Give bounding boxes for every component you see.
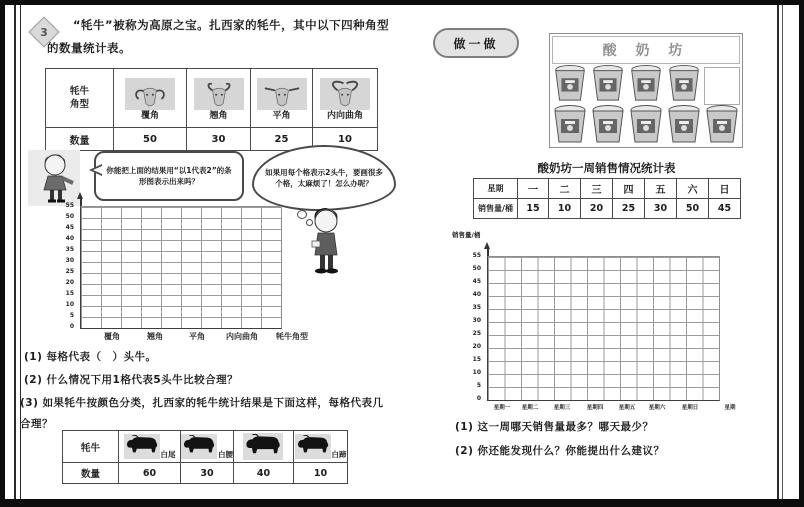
yogurt-shop-image (549, 33, 743, 148)
y-tick: 30 (472, 317, 481, 324)
y-axis-arrow-icon (77, 192, 83, 199)
yak-color-label: 白尾 (160, 450, 176, 459)
yak-icon (243, 433, 283, 460)
yak-head-inward-curved-horn-icon (320, 78, 370, 110)
day-cell: 四 (613, 179, 645, 199)
x-axis-label: 平角 (189, 332, 205, 341)
problem-number: 3 (40, 25, 48, 39)
yak-color-table (62, 430, 347, 484)
y-tick: 20 (65, 279, 74, 286)
y-tick: 45 (472, 278, 481, 285)
yak-head-upturned-horn-icon (194, 78, 244, 110)
y-tick: 50 (65, 213, 74, 220)
yogurt-cup-icon (589, 64, 627, 106)
y-tick: 35 (472, 304, 481, 311)
day-cell: 五 (645, 179, 677, 199)
x-axis-label: 星期六 (648, 405, 666, 411)
y-tick: 55 (472, 252, 481, 259)
yak-color-label: 白腰 (218, 450, 233, 459)
x-axis-title: 星期 (724, 405, 736, 411)
x-axis-label: 星期三 (553, 405, 571, 411)
question-text: (1) 这一周哪天销售量最多？哪天最少？ (455, 421, 654, 433)
qty-value: 10 (294, 463, 348, 484)
qty-value: 45 (709, 199, 741, 219)
empty-shelf-slot (704, 67, 740, 105)
yogurt-cup-icon (665, 64, 703, 106)
yogurt-shelf-row (550, 66, 742, 106)
yak-icon (295, 434, 331, 459)
left-chart-y-ticks (56, 203, 74, 330)
qty-value: 25 (251, 128, 313, 151)
y-tick: 15 (472, 356, 481, 363)
qty-value: 20 (581, 199, 613, 219)
day-cell: 三 (581, 179, 613, 199)
x-axis-label: 内向曲角 (226, 332, 258, 341)
y-axis-arrow-icon (484, 242, 490, 249)
table-row (63, 431, 348, 463)
qty-value: 60 (119, 463, 181, 484)
day-cell: 六 (677, 179, 709, 199)
horn-type-label: 内向曲角 (326, 110, 363, 121)
right-chart-y-ticks (463, 253, 481, 402)
boy-character (299, 205, 353, 279)
yak-icon (181, 434, 217, 459)
y-tick: 5 (476, 382, 481, 389)
y-tick: 35 (65, 246, 74, 253)
yak-icon (124, 434, 160, 459)
y-tick: 25 (472, 330, 481, 337)
do-it-badge: 做一做 (433, 28, 519, 58)
right-bar-chart-empty-grid (487, 256, 720, 401)
y-tick: 20 (472, 343, 481, 350)
x-axis-label: 翘角 (147, 332, 163, 341)
color-table-header: 牦牛 (63, 431, 119, 463)
qty-value: 15 (518, 199, 549, 219)
day-cell: 日 (709, 179, 741, 199)
y-tick: 45 (65, 224, 74, 231)
qty-value: 50 (114, 128, 187, 151)
y-tick: 30 (65, 257, 74, 264)
table-row (46, 69, 378, 128)
y-tick: 15 (65, 290, 74, 297)
x-axis-label: 星期二 (521, 405, 539, 411)
y-tick: 10 (65, 301, 74, 308)
qty-value: 40 (234, 463, 294, 484)
x-axis-label: 覆角 (104, 332, 120, 341)
horn-type-label: 平角 (272, 110, 291, 121)
yak-head-flat-horn-icon (257, 78, 307, 110)
y-tick: 40 (65, 235, 74, 242)
qty-value: 30 (645, 199, 677, 219)
girl-character (28, 150, 80, 206)
qty-value: 10 (313, 128, 378, 151)
yogurt-cup-icon (589, 104, 627, 148)
y-tick: 25 (65, 268, 74, 275)
qty-value: 50 (677, 199, 709, 219)
yogurt-cup-icon (551, 104, 589, 148)
y-tick: 0 (69, 323, 74, 330)
x-axis-title: 牦牛角型 (276, 332, 308, 341)
horn-type-label: 翘角 (209, 110, 228, 121)
question-text: (1) 每格代表（ ）头牛。 (24, 351, 157, 363)
day-header: 星期 (474, 179, 518, 199)
yogurt-cup-icon (627, 104, 665, 148)
day-cell: 一 (518, 179, 549, 199)
shop-sign: 酸 奶 坊 (552, 36, 740, 64)
table-row (63, 463, 348, 484)
yak-head-droop-horn-icon (125, 78, 175, 110)
yogurt-cup-icon (703, 104, 741, 148)
qty-value: 30 (187, 128, 251, 151)
qty-header: 数量 (63, 463, 119, 484)
question-text: (2) 什么情况下用1格代表5头牛比较合理？ (24, 374, 239, 386)
x-axis-label: 星期四 (586, 405, 604, 411)
y-axis-label: 销售量/桶 (452, 231, 481, 239)
yogurt-cup-icon (627, 64, 665, 106)
x-axis-label: 星期五 (618, 405, 636, 411)
girl-speech-bubble: 你能把上面的结果用“以1代表2”的条形图表示出来吗？ (94, 151, 244, 201)
day-cell: 二 (549, 179, 581, 199)
horn-type-label: 覆角 (140, 110, 159, 121)
question-text: (3) 如果牦牛按颜色分类，扎西家的牦牛统计结果是下面这样，每格代表几合理？ (20, 397, 384, 430)
qty-value: 10 (549, 199, 581, 219)
yogurt-cup-icon (665, 104, 703, 148)
qty-header: 数量 (46, 128, 114, 151)
table-row (474, 199, 741, 219)
right-spine-line (777, 5, 783, 499)
qty-header: 销售量/桶 (474, 199, 518, 219)
sales-table (473, 178, 740, 219)
question-text: (2) 你还能发现什么？你能提出什么建议？ (455, 445, 665, 457)
y-tick: 0 (476, 395, 481, 402)
y-tick: 10 (472, 369, 481, 376)
y-tick: 40 (472, 291, 481, 298)
yogurt-cup-icon (551, 64, 589, 106)
qty-value: 30 (181, 463, 234, 484)
horn-table-header: 牦牛角型 (69, 86, 89, 110)
sales-table-title: 酸奶坊一周销售情况统计表 (537, 161, 676, 175)
boy-thought-bubble: 如果用每个格表示2头牛，要画很多个格，太麻烦了！怎么办呢？ (252, 145, 396, 211)
qty-value: 25 (613, 199, 645, 219)
horn-type-table (45, 68, 377, 151)
y-tick: 50 (472, 265, 481, 272)
problem-text: “牦牛”被称为高原之宝。扎西家的牦牛，其中以下四种角型的数量统计表。 (47, 18, 390, 55)
y-tick: 5 (69, 312, 74, 319)
table-row (474, 179, 741, 199)
x-axis-label: 星期一 (493, 405, 511, 411)
x-axis-label: 星期日 (681, 405, 699, 411)
yogurt-shelf-row (550, 106, 742, 148)
y-tick: 55 (65, 202, 74, 209)
left-bar-chart-empty-grid (80, 206, 282, 329)
yak-color-label: 白蹄 (331, 450, 347, 459)
